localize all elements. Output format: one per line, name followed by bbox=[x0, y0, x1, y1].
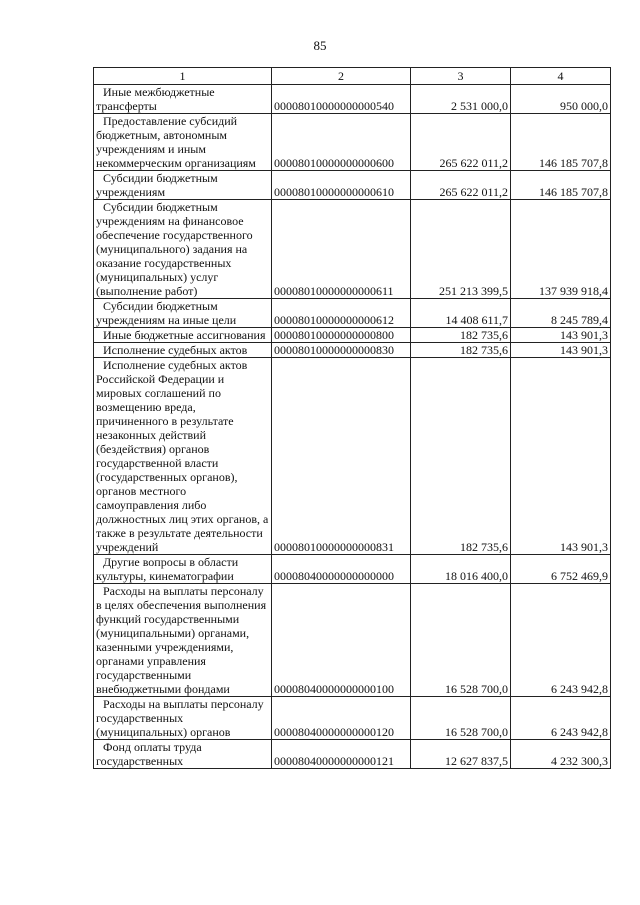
value-col4-cell: 143 901,3 bbox=[511, 358, 611, 555]
table-row bbox=[94, 584, 611, 697]
name-cell: Другие вопросы в области культуры, кинематографии bbox=[94, 555, 272, 584]
table-row bbox=[94, 299, 611, 328]
header-col-2: 2 bbox=[272, 68, 411, 85]
value-col4-cell: 8 245 789,4 bbox=[511, 299, 611, 328]
code-cell: 00008040000000000121 bbox=[272, 740, 411, 769]
code-cell: 00008010000000000600 bbox=[272, 114, 411, 171]
name-cell: Предоставление субсидий бюджетным, автономным учреждениям и иным некоммерческим организациям bbox=[94, 114, 272, 171]
code-cell: 00008010000000000611 bbox=[272, 200, 411, 299]
budget-table bbox=[93, 67, 611, 769]
name-cell: Субсидии бюджетным учреждениям на иные цели bbox=[94, 299, 272, 328]
value-col3-cell: 251 213 399,5 bbox=[411, 200, 511, 299]
value-col3-cell: 16 528 700,0 bbox=[411, 584, 511, 697]
value-col3-cell: 12 627 837,5 bbox=[411, 740, 511, 769]
table-row bbox=[94, 114, 611, 171]
value-col4-cell: 6 752 469,9 bbox=[511, 555, 611, 584]
value-col3-cell: 16 528 700,0 bbox=[411, 697, 511, 740]
value-col3-cell: 2 531 000,0 bbox=[411, 85, 511, 114]
table-row bbox=[94, 328, 611, 343]
value-col4-cell: 146 185 707,8 bbox=[511, 171, 611, 200]
value-col4-cell: 143 901,3 bbox=[511, 343, 611, 358]
name-cell: Расходы на выплаты персоналу государственных (муниципальных) органов bbox=[94, 697, 272, 740]
value-col3-cell: 182 735,6 bbox=[411, 343, 511, 358]
code-cell: 00008040000000000120 bbox=[272, 697, 411, 740]
name-cell: Субсидии бюджетным учреждениям на финансовое обеспечение государственного (муниципального) задания на оказание государственных (муниципальных) услуг (выполнение работ) bbox=[94, 200, 272, 299]
code-cell: 00008010000000000830 bbox=[272, 343, 411, 358]
table-row bbox=[94, 358, 611, 555]
code-cell: 00008010000000000612 bbox=[272, 299, 411, 328]
value-col3-cell: 265 622 011,2 bbox=[411, 114, 511, 171]
name-cell: Расходы на выплаты персоналу в целях обеспечения выполнения функций государственными (муниципальными) органами, казенными учреждениями, органами управления государственными внебюджетными фондами bbox=[94, 584, 272, 697]
code-cell: 00008040000000000100 bbox=[272, 584, 411, 697]
header-col-4: 4 bbox=[511, 68, 611, 85]
value-col3-cell: 18 016 400,0 bbox=[411, 555, 511, 584]
table-row bbox=[94, 343, 611, 358]
header-col-3: 3 bbox=[411, 68, 511, 85]
name-cell: Иные бюджетные ассигнования bbox=[94, 328, 272, 343]
code-cell: 00008040000000000000 bbox=[272, 555, 411, 584]
name-cell: Исполнение судебных актов bbox=[94, 343, 272, 358]
value-col3-cell: 182 735,6 bbox=[411, 358, 511, 555]
value-col4-cell: 146 185 707,8 bbox=[511, 114, 611, 171]
code-cell: 00008010000000000831 bbox=[272, 358, 411, 555]
code-cell: 00008010000000000800 bbox=[272, 328, 411, 343]
name-cell: Фонд оплаты труда государственных bbox=[94, 740, 272, 769]
page-number: 85 bbox=[313, 38, 327, 53]
name-cell: Иные межбюджетные трансферты bbox=[94, 85, 272, 114]
header-col-1: 1 bbox=[94, 68, 272, 85]
table-row bbox=[94, 171, 611, 200]
value-col4-cell: 4 232 300,3 bbox=[511, 740, 611, 769]
value-col3-cell: 265 622 011,2 bbox=[411, 171, 511, 200]
table-row bbox=[94, 200, 611, 299]
value-col3-cell: 14 408 611,7 bbox=[411, 299, 511, 328]
value-col4-cell: 137 939 918,4 bbox=[511, 200, 611, 299]
value-col4-cell: 950 000,0 bbox=[511, 85, 611, 114]
table-row bbox=[94, 555, 611, 584]
value-col3-cell: 182 735,6 bbox=[411, 328, 511, 343]
table-row bbox=[94, 697, 611, 740]
value-col4-cell: 143 901,3 bbox=[511, 328, 611, 343]
table-row bbox=[94, 85, 611, 114]
code-cell: 00008010000000000610 bbox=[272, 171, 411, 200]
value-col4-cell: 6 243 942,8 bbox=[511, 697, 611, 740]
header-row bbox=[94, 68, 611, 85]
value-col4-cell: 6 243 942,8 bbox=[511, 584, 611, 697]
code-cell: 00008010000000000540 bbox=[272, 85, 411, 114]
name-cell: Субсидии бюджетным учреждениям bbox=[94, 171, 272, 200]
name-cell: Исполнение судебных актов Российской Федерации и мировых соглашений по возмещению вреда, причиненного в результате незаконных действий (бездействия) органов государственной власти (государственных органов), органов местного самоуправления либо должностных лиц этих органов, а также в результате деятельности учреждений bbox=[94, 358, 272, 555]
table-row bbox=[94, 740, 611, 769]
